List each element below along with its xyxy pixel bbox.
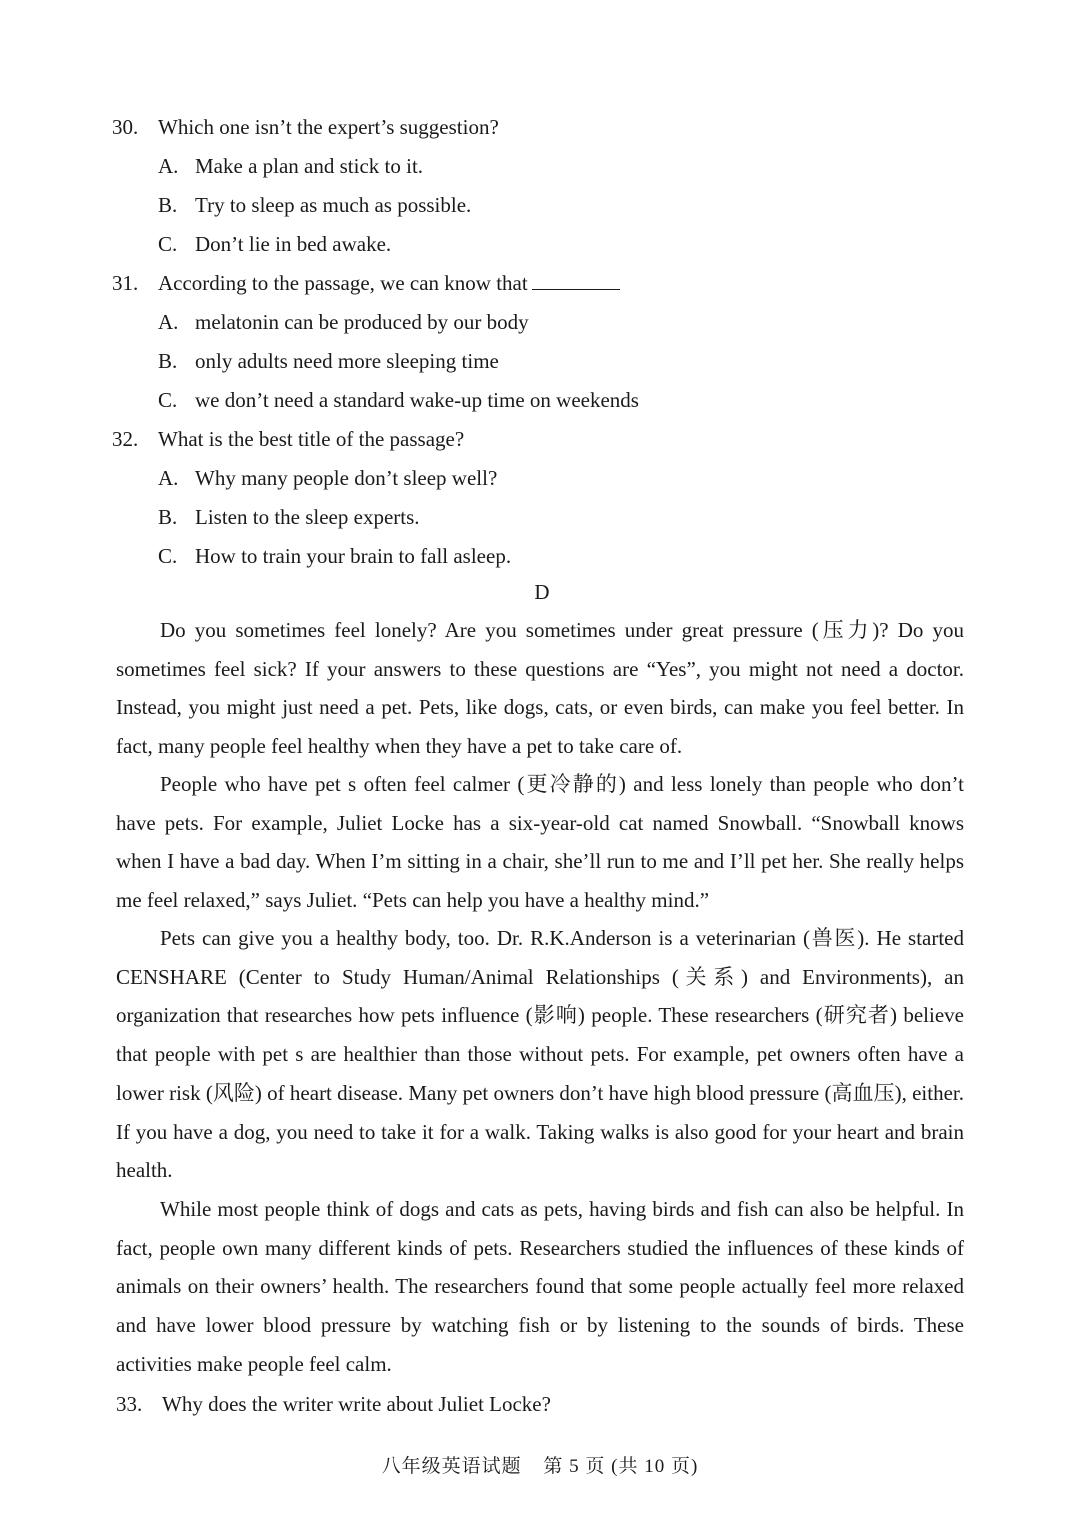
question-31-option-b [158,347,499,375]
option-letter: B. [158,193,178,217]
question-text: What is the best title of the passage? [158,427,465,451]
question-32-option-a [158,464,497,492]
footer-exam-title: 八年级英语试题 [381,1456,522,1477]
question-text: According to the passage, we can know that [158,271,528,295]
option-text: Make a plan and stick to it. [195,154,424,178]
option-text: only adults need more sleeping time [195,349,499,373]
question-30-option-a [158,152,423,180]
option-text: we don’t need a standard wake-up time on weekends [195,388,639,412]
option-letter: B. [158,505,178,529]
question-30-option-b [158,191,471,219]
option-letter: C. [158,232,178,256]
option-text: Why many people don’t sleep well? [195,466,498,490]
option-letter: A. [158,310,179,334]
question-number: 31. [112,271,139,295]
question-32 [112,425,464,453]
question-number: 32. [112,427,139,451]
option-text: Listen to the sleep experts. [195,505,420,529]
answer-blank [532,271,620,290]
footer-page-number: 第 5 页 (共 10 页) [543,1456,699,1477]
option-letter: B. [158,349,178,373]
question-30 [112,113,499,141]
option-text: How to train your brain to fall asleep. [195,544,512,568]
option-text: melatonin can be produced by our body [195,310,529,334]
question-number: 30. [112,115,139,139]
question-31-option-c [158,386,639,414]
section-heading-d: D [534,580,550,604]
question-32-option-b [158,503,420,531]
question-32-option-c [158,542,511,570]
passage-paragraph-3: Pets can give you a healthy body, too. Dr. R.K.Anderson is a veterinarian (兽医). He started CENSHARE (Center to Study Human/Animal Relationships (关系) and Environments), an organization that researches how pets influence (影响) people. These researchers (研究者) believe that people with pet s are healthier than those without pets. For example, pet owners often have a lower risk (风险) of heart disease. Many pet owners don’t have high blood pressure (高血压), either. If you have a dog, you need to take it for a walk. Taking walks is also good for your heart and brain health. [116,926,964,1183]
question-31-option-a [158,308,529,336]
question-number: 33. [116,1392,143,1416]
question-text: Why does the writer write about Juliet Locke? [162,1392,551,1416]
option-text: Try to sleep as much as possible. [195,193,472,217]
passage-paragraph-2: People who have pet s often feel calmer (更冷静的) and less lonely than people who don’t have pets. For example, Juliet Locke has a six-year-old cat named Snowball. “Snowball knows when I have a bad day. When I’m sitting in a chair, she’ll run to me and I’ll pet her. She really helps me feel relaxed,” says Juliet. “Pets can help you have a healthy mind.” [116,772,964,913]
passage-paragraph-1: Do you sometimes feel lonely? Are you sometimes under great pressure (压力)? Do you sometimes feel sick? If your answers to these questions are “Yes”, you might not need a doctor. Instead, you might just need a pet. Pets, like dogs, cats, or even birds, can make you feel better. In fact, many people feel healthy when they have a pet to take care of. [116,618,964,759]
question-31 [112,269,620,297]
option-text: Don’t lie in bed awake. [195,232,392,256]
question-30-option-c [158,230,391,258]
option-letter: A. [158,466,179,490]
option-letter: C. [158,544,178,568]
option-letter: C. [158,388,178,412]
page-footer [0,1454,1080,1480]
passage-paragraph-4: While most people think of dogs and cats as pets, having birds and fish can also be helpful. In fact, people own many different kinds of pets. Researchers studied the influences of these kinds of animals on their owners’ health. The researchers found that some people actually feel more relaxed and have lower blood pressure by watching fish or by listening to the sounds of birds. These activities make people feel calm. [116,1197,964,1376]
question-33 [116,1390,551,1418]
option-letter: A. [158,154,179,178]
question-text: Which one isn’t the expert’s suggestion? [158,115,499,139]
